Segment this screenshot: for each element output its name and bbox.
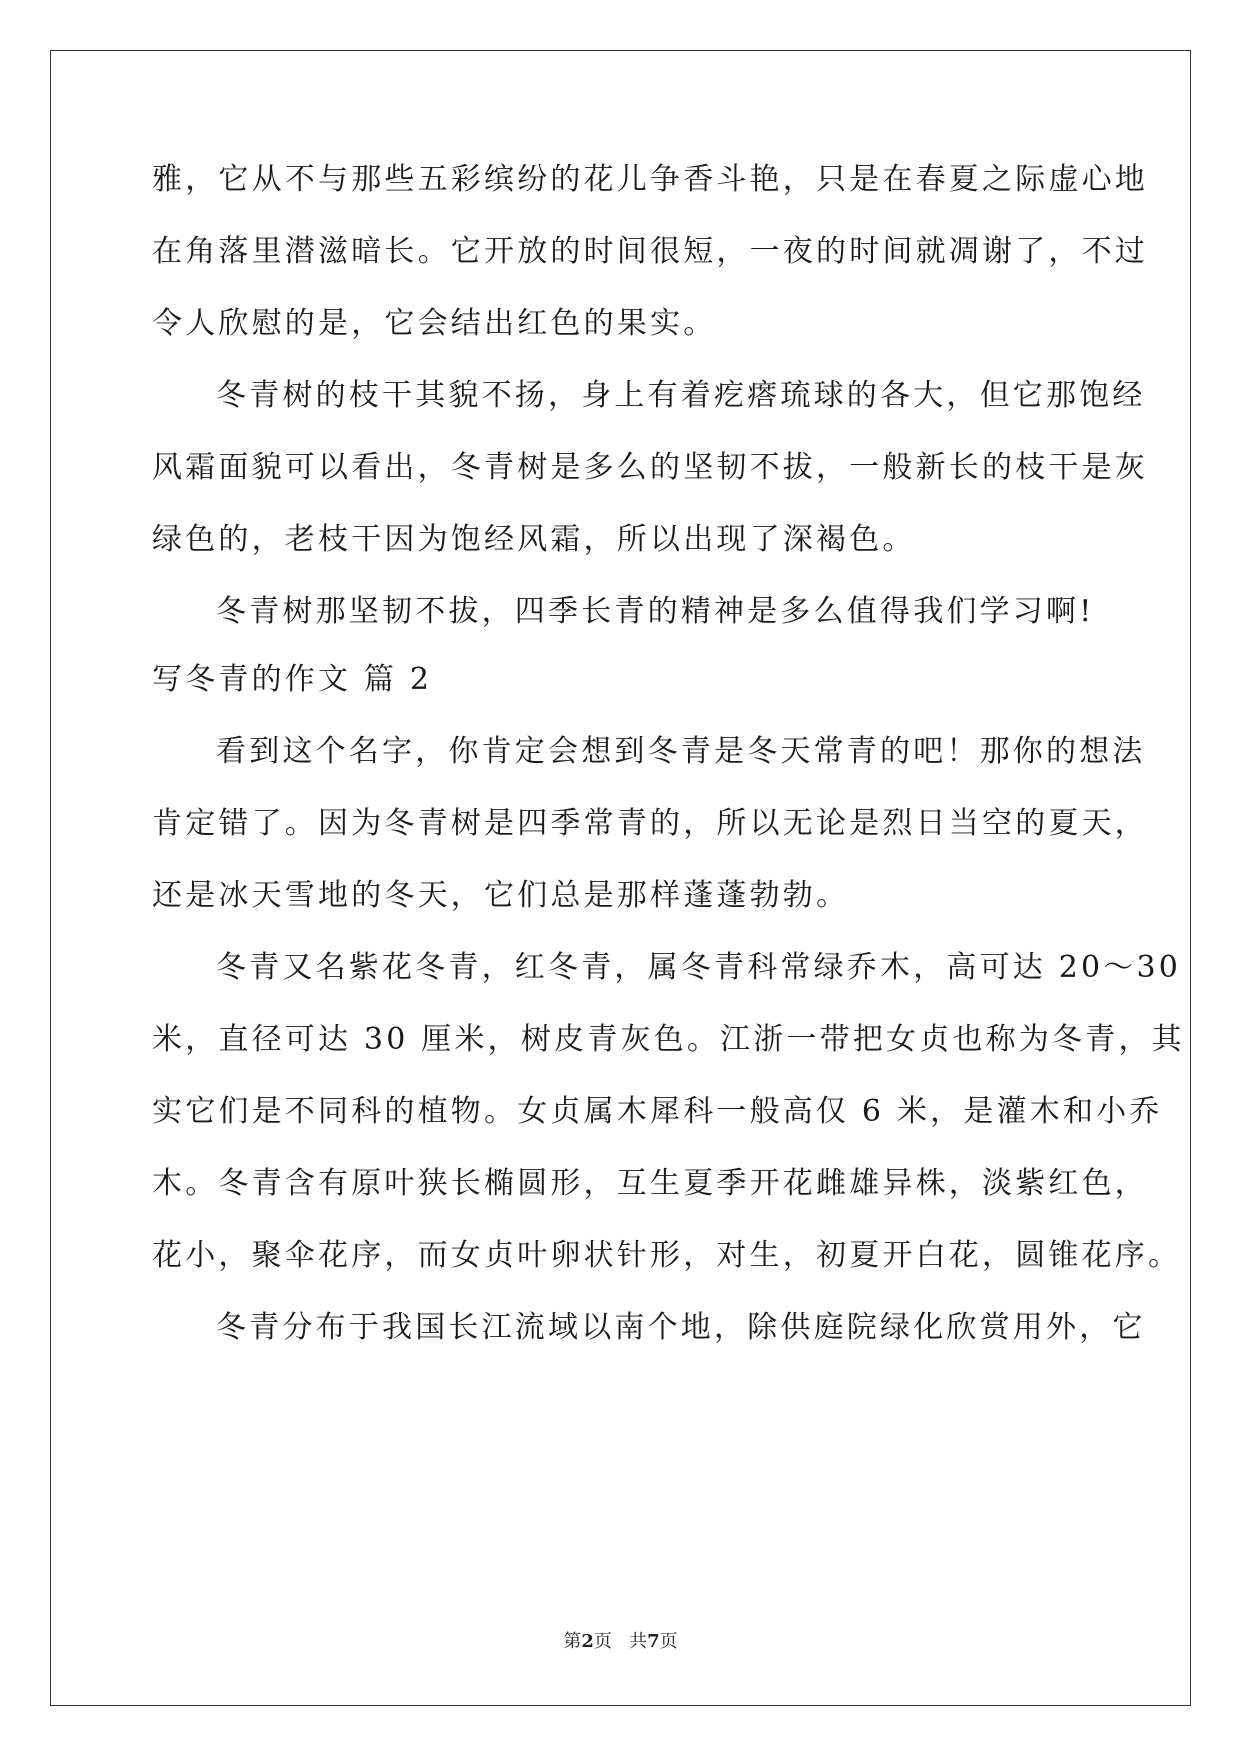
paragraph-line: 实它们是不同科的植物。女贞属木犀科一般高仅 6 米，是灌木和小乔 — [152, 1094, 1163, 1129]
paragraph-line: 冬青又名紫花冬青，红冬青，属冬青科常绿乔木，高可达 20～30 — [216, 950, 1182, 985]
page-suffix: 页 — [593, 1631, 612, 1652]
paragraph-line: 令人欣慰的是，它会结出红色的果实。 — [152, 306, 717, 341]
paragraph-line: 风霜面貌可以看出，冬青树是多么的坚韧不拔，一般新长的枝干是灰 — [152, 450, 1148, 485]
paragraph-line: 米，直径可达 30 厘米，树皮青灰色。江浙一带把女贞也称为冬青，其 — [152, 1022, 1185, 1057]
section-heading: 写冬青的作文 篇 2 — [152, 662, 433, 697]
page-prefix: 第 — [563, 1631, 582, 1652]
paragraph-line: 冬青树的枝干其貌不扬，身上有着疙瘩琉球的各大，但它那饱经 — [216, 378, 1146, 413]
total-prefix: 共 — [629, 1631, 648, 1652]
paragraph-line: 看到这个名字，你肯定会想到冬青是冬天常青的吧！那你的想法 — [216, 734, 1146, 769]
paragraph-line: 雅，它从不与那些五彩缤纷的花儿争香斗艳，只是在春夏之际虚心地 — [152, 162, 1148, 197]
paragraph-line: 花小，聚伞花序，而女贞叶卵状针形，对生，初夏开白花，圆锥花序。 — [152, 1238, 1182, 1273]
paragraph-line: 冬青树那坚韧不拔，四季长青的精神是多么值得我们学习啊! — [216, 594, 1095, 629]
paragraph-line: 绿色的，老枝干因为饱经风霜，所以出现了深褐色。 — [152, 522, 916, 557]
paragraph-line: 肯定错了。因为冬青树是四季常青的，所以无论是烈日当空的夏天， — [152, 806, 1148, 841]
total-pages: 7 — [647, 1631, 660, 1652]
paragraph-line: 冬青分布于我国长江流域以南个地，除供庭院绿化欣赏用外，它 — [216, 1310, 1146, 1345]
page-number: 2 — [581, 1631, 594, 1652]
paragraph-line: 在角落里潜滋暗长。它开放的时间很短，一夜的时间就凋谢了，不过 — [152, 234, 1148, 269]
total-suffix: 页 — [659, 1631, 678, 1652]
paragraph-line: 还是冰天雪地的冬天，它们总是那样蓬蓬勃勃。 — [152, 878, 850, 913]
paragraph-line: 木。冬青含有原叶狭长椭圆形，互生夏季开花雌雄异株，淡紫红色， — [152, 1166, 1148, 1201]
page-footer — [0, 1627, 1241, 1653]
